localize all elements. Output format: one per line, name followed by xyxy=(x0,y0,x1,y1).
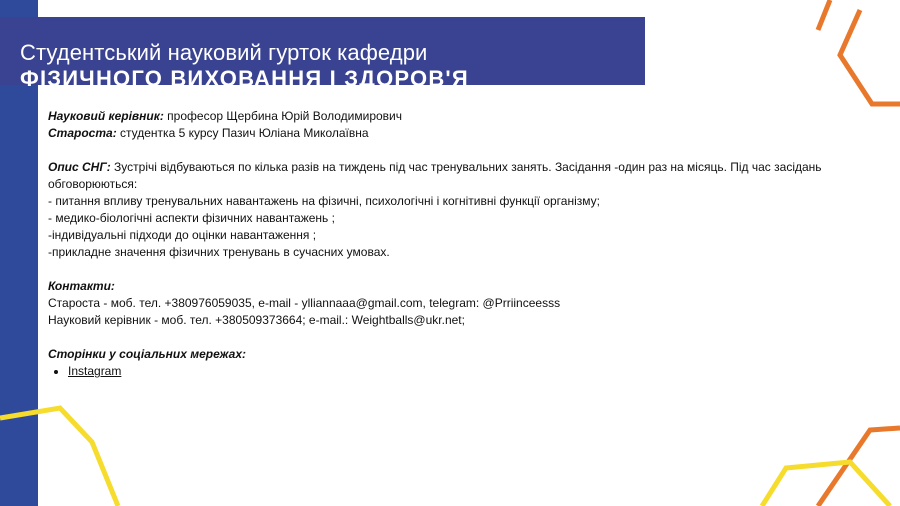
page-title-line2: ФІЗИЧНОГО ВИХОВАННЯ І ЗДОРОВ'Я xyxy=(20,66,469,91)
yellow-hexagon-bottom-right xyxy=(762,462,890,506)
supervisor-line xyxy=(48,108,838,125)
page-title-line1: Студентський науковий гурток кафедри xyxy=(20,40,428,65)
orange-hexagon-top-right xyxy=(818,0,830,30)
head-label: Староста: xyxy=(48,126,117,140)
description-text: Зустрічі відбуваються по кілька разів на тиждень під час тренувальних занять. Засідання -один раз на місяць. Під час засідань обговорюються: xyxy=(48,160,822,191)
description-item-4: -прикладне значення фізичних тренувань в сучасних умовах. xyxy=(48,245,390,259)
spacer xyxy=(48,142,838,159)
instagram-link[interactable]: Instagram xyxy=(68,364,122,378)
spacer xyxy=(48,329,838,346)
list-item xyxy=(68,363,838,380)
description-item-3: -індивідуальні підходи до оцінки навантаження ; xyxy=(48,228,317,242)
description-paragraph xyxy=(48,159,838,193)
social-label: Сторінки у соціальних мережах: xyxy=(48,347,246,361)
head-contact: Староста - моб. тел. +380976059035, e-mail - yllіannaaa@gmail.com, telegram: @Prriinceesss xyxy=(48,296,561,310)
content-body xyxy=(48,108,838,380)
supervisor-label: Науковий керівник: xyxy=(48,109,164,123)
head-line xyxy=(48,125,838,142)
description-item-2: - медико-біологічні аспекти фізичних навантажень ; xyxy=(48,211,335,225)
orange-hexagon-bottom-right xyxy=(818,428,900,506)
title-banner xyxy=(0,17,645,91)
head-value: студентка 5 курсу Пазич Юліана Миколаївна xyxy=(116,126,369,140)
supervisor-contact: Науковий керівник - моб. тел. +380509373664; e-mail.: Weightballs@ukr.net; xyxy=(48,313,465,327)
contacts-label: Контакти: xyxy=(48,279,115,293)
orange-hexagon-top-right-2 xyxy=(840,10,900,104)
social-links-list xyxy=(48,363,838,380)
spacer xyxy=(48,261,838,278)
description-label: Опис СНГ: xyxy=(48,160,111,174)
supervisor-value: професор Щербина Юрій Володимирович xyxy=(163,109,402,123)
description-item-1: - питання впливу тренувальних навантажень на фізичні, психологічні і когнітивні функції організму; xyxy=(48,194,600,208)
